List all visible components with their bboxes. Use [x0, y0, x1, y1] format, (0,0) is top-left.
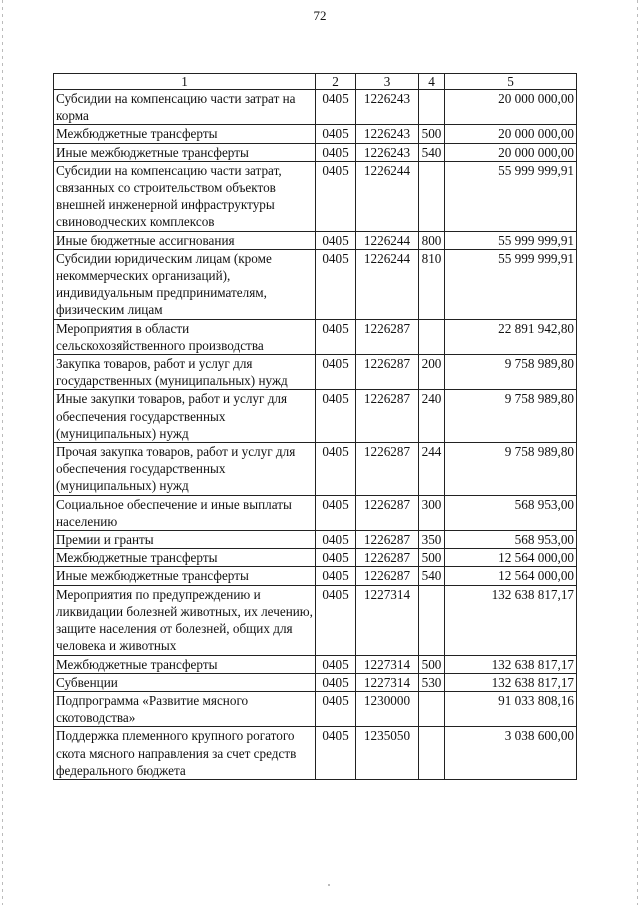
amount-cell: 20 000 000,00 — [445, 90, 577, 125]
expense-type-cell: 540 — [419, 143, 445, 161]
item-name-cell: Субвенции — [54, 673, 316, 691]
table-row — [54, 90, 577, 125]
table-row — [54, 125, 577, 143]
item-name-cell: Иные бюджетные ассигнования — [54, 231, 316, 249]
target-code-cell: 1226244 — [356, 161, 419, 231]
target-code-cell: 1227314 — [356, 655, 419, 673]
amount-cell: 91 033 808,16 — [445, 691, 577, 726]
scan-edge-left — [2, 0, 3, 905]
amount-cell: 132 638 817,17 — [445, 673, 577, 691]
section-code-cell: 0405 — [316, 161, 356, 231]
section-code-cell: 0405 — [316, 90, 356, 125]
target-code-cell: 1226287 — [356, 355, 419, 390]
table-row — [54, 231, 577, 249]
section-code-cell: 0405 — [316, 691, 356, 726]
target-code-cell: 1226244 — [356, 231, 419, 249]
section-code-cell: 0405 — [316, 727, 356, 780]
page-number: 72 — [313, 8, 327, 23]
section-code-cell: 0405 — [316, 319, 356, 354]
expense-type-cell: 244 — [419, 443, 445, 496]
header-col-5: 5 — [445, 74, 577, 90]
amount-cell: 132 638 817,17 — [445, 585, 577, 655]
target-code-cell: 1226287 — [356, 531, 419, 549]
section-code-cell: 0405 — [316, 655, 356, 673]
section-code-cell: 0405 — [316, 443, 356, 496]
item-name-cell: Поддержка племенного крупного рогатого скота мясного направления за счет средств федерального бюджета — [54, 727, 316, 780]
item-name-cell: Иные межбюджетные трансферты — [54, 143, 316, 161]
expense-type-cell — [419, 90, 445, 125]
target-code-cell: 1227314 — [356, 585, 419, 655]
table-row — [54, 727, 577, 780]
target-code-cell: 1226243 — [356, 90, 419, 125]
amount-cell: 55 999 999,91 — [445, 161, 577, 231]
amount-cell: 20 000 000,00 — [445, 143, 577, 161]
item-name-cell: Межбюджетные трансферты — [54, 125, 316, 143]
table-header-row — [54, 74, 577, 90]
target-code-cell: 1226287 — [356, 390, 419, 443]
table-row — [54, 531, 577, 549]
expense-type-cell — [419, 691, 445, 726]
table-row — [54, 161, 577, 231]
amount-cell: 12 564 000,00 — [445, 567, 577, 585]
item-name-cell: Социальное обеспечение и иные выплаты населению — [54, 495, 316, 530]
target-code-cell: 1226243 — [356, 125, 419, 143]
target-code-cell: 1226287 — [356, 549, 419, 567]
table-row — [54, 691, 577, 726]
item-name-cell: Мероприятия в области сельскохозяйственного производства — [54, 319, 316, 354]
expense-type-cell: 500 — [419, 549, 445, 567]
item-name-cell: Иные закупки товаров, работ и услуг для обеспечения государственных (муниципальных) нужд — [54, 390, 316, 443]
section-code-cell: 0405 — [316, 673, 356, 691]
target-code-cell: 1226287 — [356, 567, 419, 585]
table-row — [54, 655, 577, 673]
table-row — [54, 585, 577, 655]
section-code-cell: 0405 — [316, 390, 356, 443]
scan-speck — [328, 884, 330, 886]
section-code-cell: 0405 — [316, 531, 356, 549]
section-code-cell: 0405 — [316, 125, 356, 143]
expense-type-cell: 500 — [419, 125, 445, 143]
target-code-cell: 1230000 — [356, 691, 419, 726]
table-row — [54, 319, 577, 354]
header-col-2: 2 — [316, 74, 356, 90]
target-code-cell: 1226287 — [356, 443, 419, 496]
item-name-cell: Премии и гранты — [54, 531, 316, 549]
section-code-cell: 0405 — [316, 231, 356, 249]
table-row — [54, 673, 577, 691]
amount-cell: 132 638 817,17 — [445, 655, 577, 673]
expense-type-cell: 240 — [419, 390, 445, 443]
expense-type-cell: 300 — [419, 495, 445, 530]
expense-type-cell — [419, 585, 445, 655]
expense-type-cell: 800 — [419, 231, 445, 249]
section-code-cell: 0405 — [316, 585, 356, 655]
target-code-cell: 1226287 — [356, 319, 419, 354]
expense-type-cell: 200 — [419, 355, 445, 390]
section-code-cell: 0405 — [316, 495, 356, 530]
table-row — [54, 249, 577, 319]
header-col-1: 1 — [54, 74, 316, 90]
header-col-4: 4 — [419, 74, 445, 90]
item-name-cell: Прочая закупка товаров, работ и услуг для обеспечения государственных (муниципальных) нужд — [54, 443, 316, 496]
section-code-cell: 0405 — [316, 567, 356, 585]
target-code-cell: 1226243 — [356, 143, 419, 161]
amount-cell: 55 999 999,91 — [445, 231, 577, 249]
expense-type-cell: 810 — [419, 249, 445, 319]
scan-edge-right — [637, 0, 638, 905]
amount-cell: 568 953,00 — [445, 531, 577, 549]
amount-cell: 9 758 989,80 — [445, 443, 577, 496]
table-row — [54, 495, 577, 530]
target-code-cell: 1235050 — [356, 727, 419, 780]
item-name-cell: Межбюджетные трансферты — [54, 549, 316, 567]
amount-cell: 9 758 989,80 — [445, 390, 577, 443]
table-row — [54, 355, 577, 390]
amount-cell: 22 891 942,80 — [445, 319, 577, 354]
amount-cell: 55 999 999,91 — [445, 249, 577, 319]
section-code-cell: 0405 — [316, 249, 356, 319]
item-name-cell: Субсидии на компенсацию части затрат, связанных со строительством объектов внешней инженерной инфраструктуры свиноводческих комплексов — [54, 161, 316, 231]
expense-type-cell: 540 — [419, 567, 445, 585]
expense-type-cell: 350 — [419, 531, 445, 549]
expense-type-cell — [419, 161, 445, 231]
target-code-cell: 1226287 — [356, 495, 419, 530]
amount-cell: 12 564 000,00 — [445, 549, 577, 567]
expense-type-cell: 530 — [419, 673, 445, 691]
expense-type-cell: 500 — [419, 655, 445, 673]
table-row — [54, 143, 577, 161]
target-code-cell: 1227314 — [356, 673, 419, 691]
amount-cell: 568 953,00 — [445, 495, 577, 530]
expense-type-cell — [419, 319, 445, 354]
table-row — [54, 443, 577, 496]
item-name-cell: Мероприятия по предупреждению и ликвидации болезней животных, их лечению, защите населения от болезней, общих для человека и животных — [54, 585, 316, 655]
section-code-cell: 0405 — [316, 549, 356, 567]
item-name-cell: Субсидии юридическим лицам (кроме некоммерческих организаций), индивидуальным предпринимателям, физическим лицам — [54, 249, 316, 319]
amount-cell: 20 000 000,00 — [445, 125, 577, 143]
item-name-cell: Подпрограмма «Развитие мясного скотоводства» — [54, 691, 316, 726]
item-name-cell: Закупка товаров, работ и услуг для государственных (муниципальных) нужд — [54, 355, 316, 390]
budget-table — [53, 73, 577, 780]
table-row — [54, 567, 577, 585]
item-name-cell: Субсидии на компенсацию части затрат на корма — [54, 90, 316, 125]
target-code-cell: 1226244 — [356, 249, 419, 319]
table-row — [54, 549, 577, 567]
header-col-3: 3 — [356, 74, 419, 90]
item-name-cell: Межбюджетные трансферты — [54, 655, 316, 673]
table-row — [54, 390, 577, 443]
item-name-cell: Иные межбюджетные трансферты — [54, 567, 316, 585]
section-code-cell: 0405 — [316, 143, 356, 161]
expense-type-cell — [419, 727, 445, 780]
amount-cell: 3 038 600,00 — [445, 727, 577, 780]
amount-cell: 9 758 989,80 — [445, 355, 577, 390]
section-code-cell: 0405 — [316, 355, 356, 390]
